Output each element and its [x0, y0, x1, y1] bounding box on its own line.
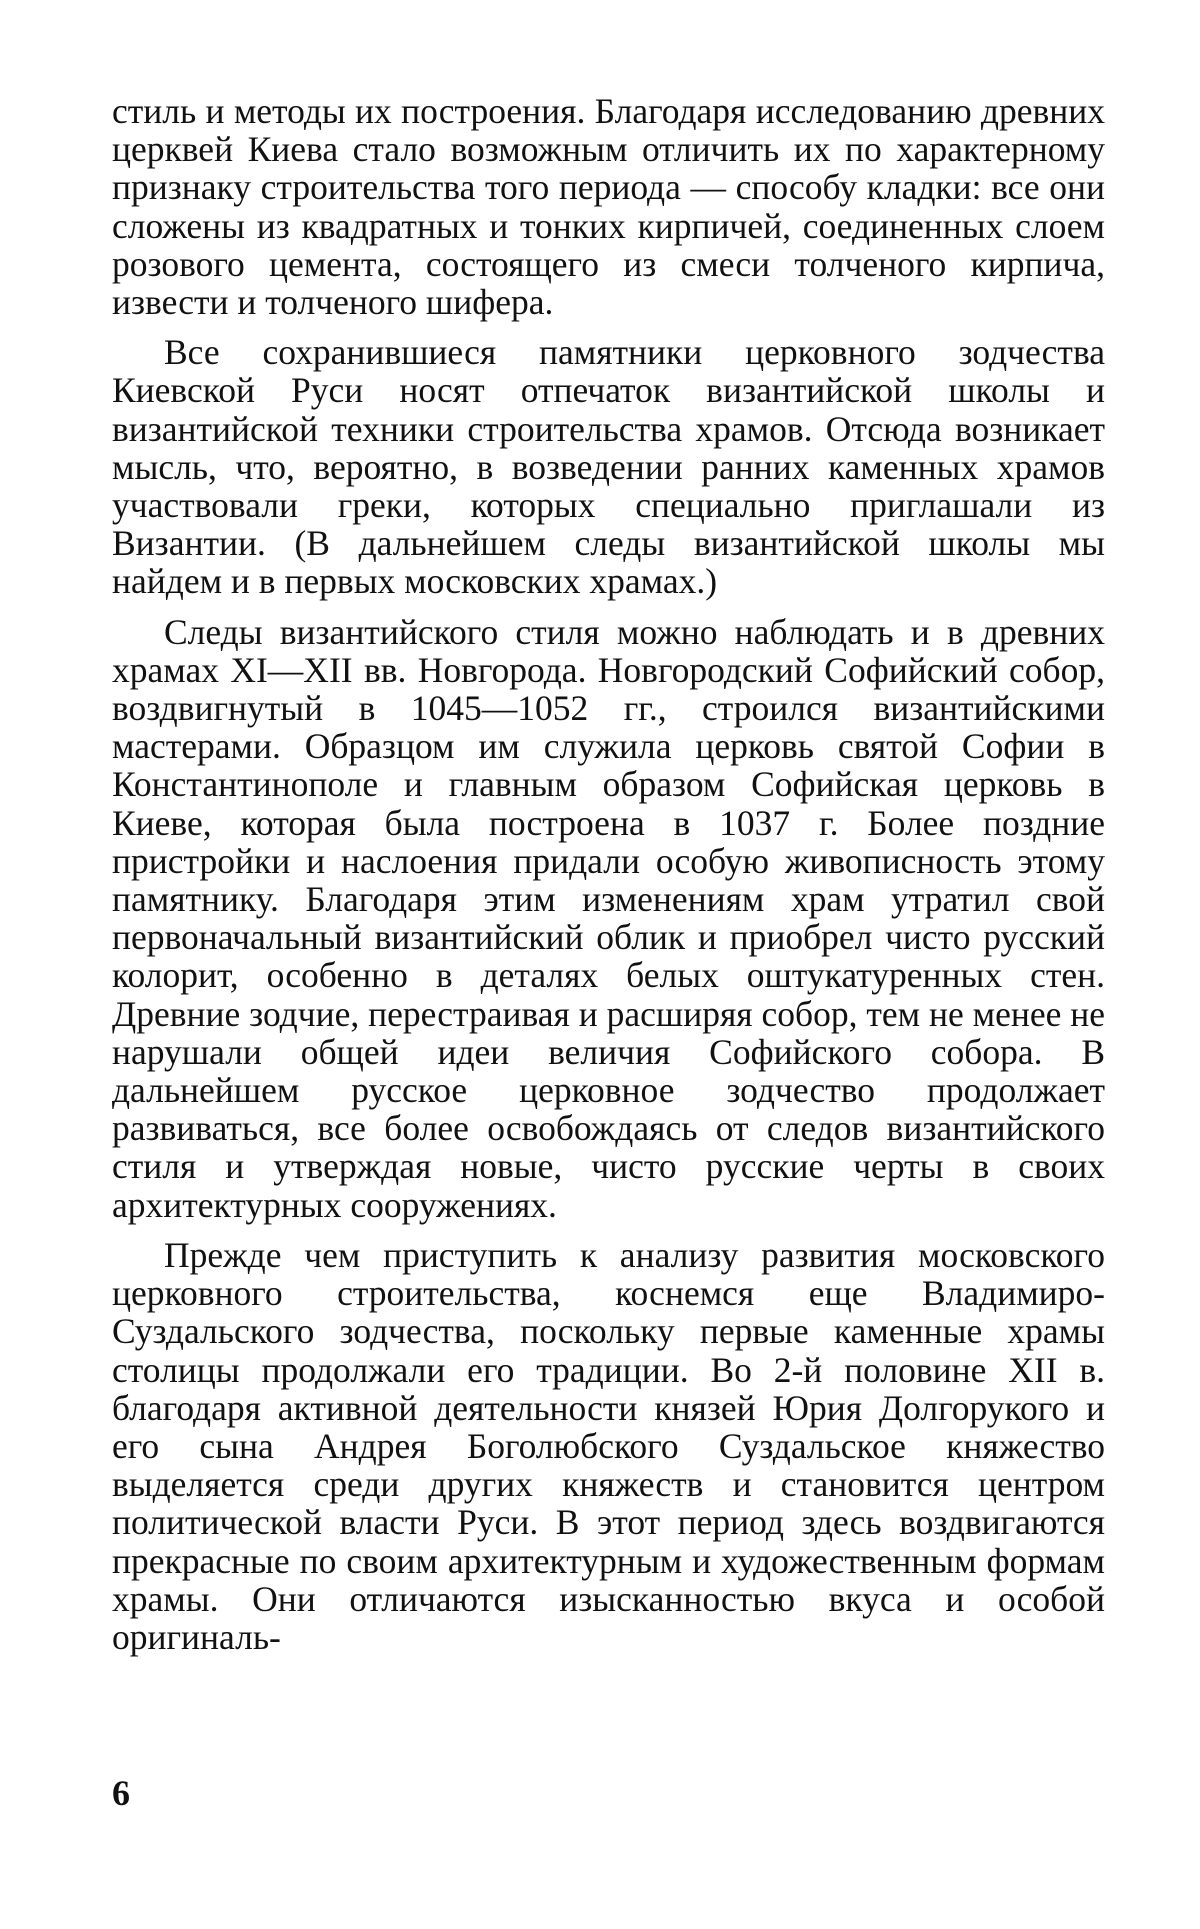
- paragraph-2: Все сохранившиеся памятники церковного зодчества Киевской Руси носят отпечаток византийской школы и византийской техники строительства храмов. Отсюда возникает мысль, что, вероятно, в возведении ранних каменных храмов участвовали греки, которых специально приглашали из Византии. (В дальнейшем следы византийской школы мы найдем и в первых московских храмах.): [112, 332, 1105, 602]
- page-number: 6: [112, 1773, 130, 1813]
- paragraph-1: стиль и методы их построения. Благодаря исследованию древних церквей Киева стало возможным отличить их по характерному признаку строительства того периода — способу кладки: все они сложены из квадратных и тонких кирпичей, соединенных слоем розового цемента, состоящего из смеси толченого кирпича, извести и толченого шифера.: [112, 91, 1105, 323]
- page-body: [112, 92, 1105, 1656]
- paragraph-3: Следы византийского стиля можно наблюдать и в древних храмах XI—XII вв. Новгорода. Новгородский Софийский собор, воздвигнутый в 1045—1052 гг., строился византийскими мастерами. Образцом им служила церковь святой Софии в Константинополе и главным образом Софийская церковь в Киеве, которая была построена в 1037 г. Более поздние пристройки и наслоения придали особую живописность этому памятнику. Благодаря этим изменениям храм утратил свой первоначальный византийский облик и приобрел чисто русский колорит, особенно в деталях белых оштукатуренных стен. Древние зодчие, перестраивая и расширяя собор, тем не менее не нарушали общей идеи величия Софийского собора. В дальнейшем русское церковное зодчество продолжает развиваться, все более освобождаясь от следов византийского стиля и утверждая новые, чисто русские черты в своих архитектурных сооружениях.: [112, 611, 1105, 1225]
- paragraph-4: Прежде чем приступить к анализу развития московского церковного строительства, коснемся еще Владимиро-Суздальского зодчества, поскольку первые каменные храмы столицы продолжали его традиции. Во 2-й половине XII в. благодаря активной деятельности князей Юрия Долгорукого и его сына Андрея Боголюбского Суздальское княжество выделяется среди других княжеств и становится центром политической власти Руси. В этот период здесь воздвигаются прекрасные по своим архитектурным и художественным формам храмы. Они отличаются изысканностью вкуса и особой оригиналь-: [112, 1234, 1105, 1657]
